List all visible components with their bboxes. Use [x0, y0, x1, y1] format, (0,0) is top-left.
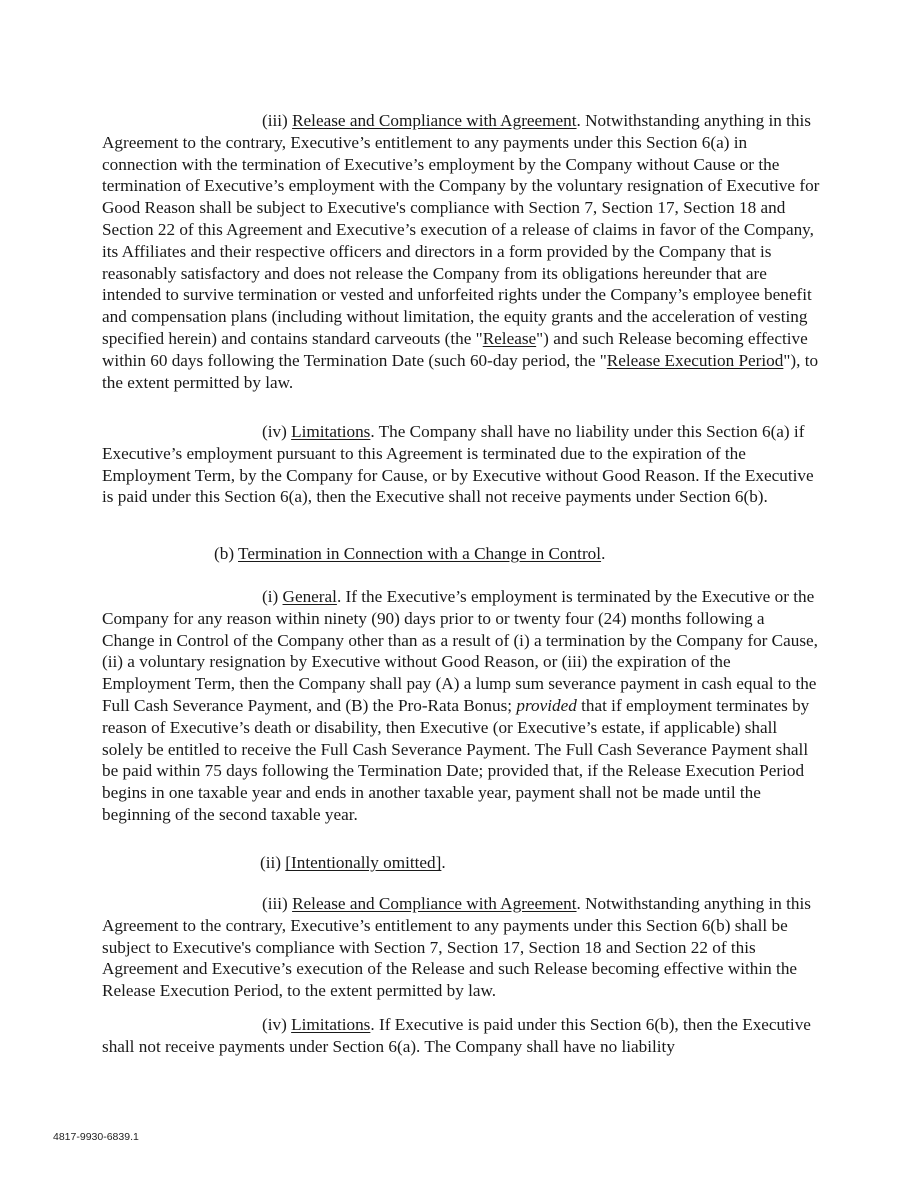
- defined-term-release: Release: [482, 328, 537, 348]
- paragraph-general-6b: [102, 586, 820, 826]
- clause-text: . If the Executive’s employment is terminated by the Executive or the Company for any reason within ninety (90) days prior to or twenty four (24) months following a Change in Control of the Company other than as a result of (i) a termination by the Company for Cause, (ii) a voluntary resignation by Executive without Good Reason, or (iii) the expiration of the Employment Term, then the Company shall pay (A) a lump sum severance payment in cash equal to the Full Cash Severance Payment, and (B) the Pro-Rata Bonus;: [102, 587, 818, 715]
- clause-number: (iii): [262, 111, 293, 130]
- clause-text: that if employment terminates by reason of Executive’s death or disability, then Executive (or Executive’s estate, if applicable) shall solely be entitled to receive the Full Cash Severance Payment. The Full Cash Severance Payment shall be paid within 75 days following the Termination Date; provided that, if the Release Execution Period begins in one taxable year and ends in another taxable year, payment shall not be made until the beginning of the second taxable year.: [102, 695, 810, 824]
- paragraph-release-compliance-6a: [102, 110, 820, 393]
- defined-term-release-execution-period: Release Execution Period: [606, 350, 784, 370]
- paragraph-release-compliance-6b: [102, 893, 820, 1002]
- clause-text: . If Executive is paid under this Section 6(b), then the Executive shall not receive payments under Section 6(a). The Company shall have no liability: [102, 1015, 811, 1056]
- clause-text: . Notwithstanding anything in this Agreement to the contrary, Executive’s entitlement to any payments under this Section 6(b) shall be subject to Executive's compliance with Section 7, Section 17, Section 18 and Section 22 of this Agreement and Executive’s execution of the Release and such Release becoming effective within the Release Execution Period, to the extent permitted by law.: [102, 894, 811, 1001]
- clause-number: (iv): [262, 422, 292, 441]
- clause-heading: Termination in Connection with a Change in Control: [238, 544, 602, 563]
- paragraph-limitations-6b: [102, 1014, 820, 1058]
- section-heading-6b: (b) Termination in Connection with a Change in Control.: [214, 544, 606, 563]
- document-id-footer: 4817-9930-6839.1: [53, 1131, 139, 1143]
- paragraph-limitations-6a: [102, 421, 820, 508]
- clause-number: (ii): [260, 853, 286, 872]
- clause-text: ") and such Release becoming effective within 60 days following the Termination Date (such 60-day period, the ": [102, 328, 808, 370]
- clause-heading: Limitations: [291, 1015, 371, 1034]
- clause-text: . The Company shall have no liability under this Section 6(a) if Executive’s employment pursuant to this Agreement is terminated due to the expiration of the Employment Term, by the Company for Cause, or by Executive without Good Reason. If the Executive is paid under this Section 6(a), then the Executive shall not receive payments under Section 6(b).: [102, 422, 814, 507]
- clause-number: (iii): [262, 894, 293, 913]
- clause-heading: Limitations: [291, 422, 371, 441]
- clause-text: . Notwithstanding anything in this Agreement to the contrary, Executive’s entitlement to any payments under this Section 6(a) in connection with the termination of Executive’s employment by the Company without Cause or the termination of Executive’s employment with the Company by the voluntary resignation of Executive for Good Reason shall be subject to Executive's compliance with Section 7, Section 17, Section 18 and Section 22 of this Agreement and Executive’s execution of a release of claims in favor of the Company, its Affiliates and their respective officers and directors in a form provided by the Company that is reasonably satisfactory and does not release the Company from its obligations hereunder that are intended to survive termination or vested and unforfeited rights under the Company’s employee benefit and compensation plans (including without limitation, the equity grants and the acceleration of vesting specified herein) and contains standard carveouts (the ": [102, 111, 820, 348]
- clause-heading: Release and Compliance with Agreement: [292, 894, 577, 913]
- clause-number: (i): [262, 587, 283, 606]
- italic-provided: provided: [516, 695, 577, 715]
- clause-heading: Release and Compliance with Agreement: [292, 111, 577, 130]
- clause-number: (b): [214, 544, 239, 563]
- clause-heading: [Intentionally omitted]: [285, 853, 442, 872]
- clause-heading: General: [282, 587, 337, 606]
- clause-number: (iv): [262, 1015, 292, 1034]
- clause-text: "), to the extent permitted by law.: [102, 350, 819, 392]
- paragraph-intentionally-omitted: (ii) [Intentionally omitted].: [260, 853, 446, 872]
